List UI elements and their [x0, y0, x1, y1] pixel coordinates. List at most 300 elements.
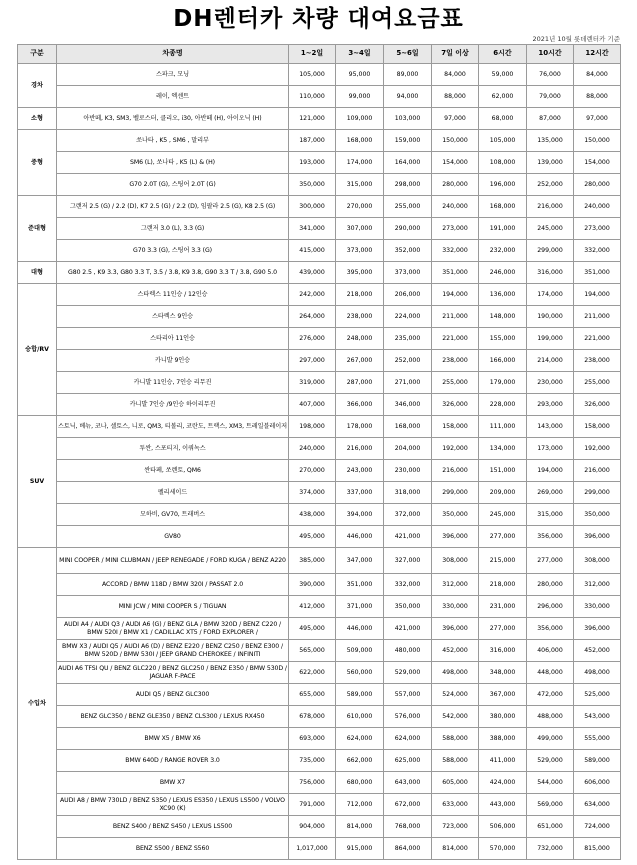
- model-cell: 모하비, GV70, 트래버스: [57, 504, 289, 526]
- price-cell: 103,000: [384, 108, 432, 130]
- price-cell: 315,000: [336, 174, 384, 196]
- price-cell: 174,000: [336, 152, 384, 174]
- price-cell: 105,000: [479, 130, 527, 152]
- model-cell: G70 3.3 (G), 스팅어 3.3 (G): [57, 240, 289, 262]
- price-cell: 395,000: [336, 262, 384, 284]
- price-cell: 472,000: [527, 684, 574, 706]
- price-cell: 814,000: [336, 816, 384, 838]
- price-cell: 524,000: [432, 684, 479, 706]
- price-cell: 192,000: [432, 438, 479, 460]
- model-cell: 스타렉스 9인승: [57, 306, 289, 328]
- price-cell: 634,000: [574, 794, 621, 816]
- price-cell: 299,000: [432, 482, 479, 504]
- price-cell: 625,000: [384, 750, 432, 772]
- category-cell: 준대형: [18, 196, 57, 262]
- price-cell: 252,000: [527, 174, 574, 196]
- model-cell: BMW X3 / AUDI Q5 / AUDI A6 (D) / BENZ E220 / BENZ C250 / BENZ E300 / BMW 520D / BMW 530I / JEEP GRAND CHEROKEE / INFINITI: [57, 640, 289, 662]
- price-cell: 791,000: [289, 794, 336, 816]
- price-cell: 199,000: [527, 328, 574, 350]
- price-cell: 452,000: [574, 640, 621, 662]
- price-cell: 380,000: [479, 706, 527, 728]
- model-cell: 아반떼, K3, SM3, 벨로스터, 클리오, i30, 아반떼 (H), 아이오닉 (H): [57, 108, 289, 130]
- price-cell: 196,000: [479, 174, 527, 196]
- price-cell: 135,000: [527, 130, 574, 152]
- price-cell: 242,000: [289, 284, 336, 306]
- price-cell: 352,000: [384, 240, 432, 262]
- price-cell: 109,000: [336, 108, 384, 130]
- table-row: [18, 108, 621, 130]
- table-row: [18, 306, 621, 328]
- price-cell: 406,000: [527, 640, 574, 662]
- price-cell: 150,000: [432, 130, 479, 152]
- price-cell: 194,000: [527, 460, 574, 482]
- model-cell: GV80: [57, 526, 289, 548]
- table-row: [18, 526, 621, 548]
- price-cell: 245,000: [479, 504, 527, 526]
- table-row: [18, 504, 621, 526]
- model-cell: MINI JCW / MINI COOPER S / TIGUAN: [57, 596, 289, 618]
- price-cell: 424,000: [479, 772, 527, 794]
- price-cell: 480,000: [384, 640, 432, 662]
- price-cell: 756,000: [289, 772, 336, 794]
- price-cell: 158,000: [574, 416, 621, 438]
- model-cell: 그랜저 3.0 (L), 3.3 (G): [57, 218, 289, 240]
- price-cell: 407,000: [289, 394, 336, 416]
- price-cell: 316,000: [479, 640, 527, 662]
- price-cell: 231,000: [479, 596, 527, 618]
- table-row: [18, 750, 621, 772]
- price-cell: 565,000: [289, 640, 336, 662]
- price-cell: 168,000: [336, 130, 384, 152]
- price-cell: 589,000: [574, 750, 621, 772]
- price-cell: 158,000: [432, 416, 479, 438]
- price-cell: 439,000: [289, 262, 336, 284]
- price-cell: 643,000: [384, 772, 432, 794]
- price-cell: 94,000: [384, 86, 432, 108]
- table-row: [18, 574, 621, 596]
- price-cell: 372,000: [384, 504, 432, 526]
- model-cell: 펠리세이드: [57, 482, 289, 504]
- price-cell: 555,000: [574, 728, 621, 750]
- model-cell: 싼타페, 쏘렌토, QM6: [57, 460, 289, 482]
- table-row: [18, 328, 621, 350]
- price-cell: 768,000: [384, 816, 432, 838]
- price-cell: 192,000: [574, 438, 621, 460]
- price-cell: 448,000: [527, 662, 574, 684]
- price-cell: 190,000: [527, 306, 574, 328]
- price-cell: 99,000: [336, 86, 384, 108]
- price-cell: 356,000: [527, 526, 574, 548]
- price-cell: 446,000: [336, 618, 384, 640]
- model-cell: 레이, 엑센트: [57, 86, 289, 108]
- price-cell: 216,000: [336, 438, 384, 460]
- model-cell: ACCORD / BMW 118D / BMW 320I / PASSAT 2.0: [57, 574, 289, 596]
- model-cell: MINI COOPER / MINI CLUBMAN / JEEP RENEGADE / FORD KUGA / BENZ A220: [57, 548, 289, 574]
- price-cell: 255,000: [432, 372, 479, 394]
- price-cell: 394,000: [336, 504, 384, 526]
- price-cell: 211,000: [574, 306, 621, 328]
- model-cell: BMW X7: [57, 772, 289, 794]
- price-cell: 678,000: [289, 706, 336, 728]
- price-cell: 269,000: [527, 482, 574, 504]
- price-cell: 89,000: [384, 64, 432, 86]
- price-cell: 443,000: [479, 794, 527, 816]
- model-cell: BENZ S500 / BENZ S560: [57, 838, 289, 860]
- model-cell: 카니발 11인승, 7인승 리무진: [57, 372, 289, 394]
- price-cell: 606,000: [574, 772, 621, 794]
- price-cell: 495,000: [289, 526, 336, 548]
- price-cell: 154,000: [574, 152, 621, 174]
- price-cell: 605,000: [432, 772, 479, 794]
- price-cell: 724,000: [574, 816, 621, 838]
- price-cell: 299,000: [574, 482, 621, 504]
- price-cell: 84,000: [432, 64, 479, 86]
- header-category: 구분: [18, 45, 57, 64]
- price-cell: 610,000: [336, 706, 384, 728]
- price-cell: 194,000: [574, 284, 621, 306]
- price-cell: 651,000: [527, 816, 574, 838]
- price-cell: 633,000: [432, 794, 479, 816]
- price-cell: 209,000: [479, 482, 527, 504]
- price-cell: 215,000: [479, 548, 527, 574]
- price-cell: 276,000: [289, 328, 336, 350]
- price-cell: 655,000: [289, 684, 336, 706]
- price-cell: 178,000: [336, 416, 384, 438]
- header-row: [18, 45, 621, 64]
- price-cell: 143,000: [527, 416, 574, 438]
- price-cell: 240,000: [432, 196, 479, 218]
- price-cell: 255,000: [384, 196, 432, 218]
- table-row: [18, 262, 621, 284]
- table-row: [18, 350, 621, 372]
- price-cell: 396,000: [432, 618, 479, 640]
- rate-basis-note: 2021년 10월 롯데렌터카 기준: [532, 35, 620, 43]
- price-cell: 95,000: [336, 64, 384, 86]
- table-row: [18, 482, 621, 504]
- price-cell: 87,000: [527, 108, 574, 130]
- price-cell: 198,000: [289, 416, 336, 438]
- price-cell: 588,000: [432, 750, 479, 772]
- price-cell: 121,000: [289, 108, 336, 130]
- price-cell: 351,000: [574, 262, 621, 284]
- price-cell: 243,000: [336, 460, 384, 482]
- price-cell: 412,000: [289, 596, 336, 618]
- price-cell: 308,000: [574, 548, 621, 574]
- price-cell: 542,000: [432, 706, 479, 728]
- price-cell: 105,000: [289, 64, 336, 86]
- price-cell: 350,000: [384, 596, 432, 618]
- model-cell: SM6 (L), 쏘나타 , K5 (L) & (H): [57, 152, 289, 174]
- price-cell: 723,000: [432, 816, 479, 838]
- price-cell: 560,000: [336, 662, 384, 684]
- price-cell: 332,000: [384, 574, 432, 596]
- price-cell: 299,000: [527, 240, 574, 262]
- price-cell: 97,000: [432, 108, 479, 130]
- price-cell: 509,000: [336, 640, 384, 662]
- price-cell: 108,000: [479, 152, 527, 174]
- price-cell: 529,000: [384, 662, 432, 684]
- price-cell: 330,000: [432, 596, 479, 618]
- price-cell: 624,000: [336, 728, 384, 750]
- price-cell: 216,000: [527, 196, 574, 218]
- price-cell: 332,000: [432, 240, 479, 262]
- header-7-days-plus: 7일 이상: [432, 45, 479, 64]
- price-cell: 622,000: [289, 662, 336, 684]
- price-cell: 672,000: [384, 794, 432, 816]
- price-cell: 111,000: [479, 416, 527, 438]
- model-cell: 스타리아 11인승: [57, 328, 289, 350]
- model-cell: 카니발 9인승: [57, 350, 289, 372]
- table-row: [18, 596, 621, 618]
- price-cell: 79,000: [527, 86, 574, 108]
- model-cell: BENZ S400 / BENZ S450 / LEXUS LS500: [57, 816, 289, 838]
- model-cell: BMW 640D / RANGE ROVER 3.0: [57, 750, 289, 772]
- price-cell: 151,000: [479, 460, 527, 482]
- price-cell: 337,000: [336, 482, 384, 504]
- price-cell: 240,000: [289, 438, 336, 460]
- model-cell: 스파크, 모닝: [57, 64, 289, 86]
- price-cell: 300,000: [289, 196, 336, 218]
- table-row: [18, 372, 621, 394]
- price-cell: 326,000: [574, 394, 621, 416]
- price-cell: 255,000: [574, 372, 621, 394]
- price-cell: 230,000: [527, 372, 574, 394]
- model-cell: AUDI Q5 / BENZ GLC300: [57, 684, 289, 706]
- price-cell: 318,000: [384, 482, 432, 504]
- price-cell: 815,000: [574, 838, 621, 860]
- price-cell: 214,000: [527, 350, 574, 372]
- price-cell: 315,000: [527, 504, 574, 526]
- price-cell: 264,000: [289, 306, 336, 328]
- price-cell: 348,000: [479, 662, 527, 684]
- price-cell: 287,000: [336, 372, 384, 394]
- price-cell: 319,000: [289, 372, 336, 394]
- price-cell: 346,000: [384, 394, 432, 416]
- price-cell: 316,000: [527, 262, 574, 284]
- price-cell: 544,000: [527, 772, 574, 794]
- price-cell: 136,000: [479, 284, 527, 306]
- price-cell: 191,000: [479, 218, 527, 240]
- price-cell: 187,000: [289, 130, 336, 152]
- price-cell: 570,000: [479, 838, 527, 860]
- price-cell: 97,000: [574, 108, 621, 130]
- price-cell: 411,000: [479, 750, 527, 772]
- table-row: [18, 706, 621, 728]
- price-cell: 62,000: [479, 86, 527, 108]
- price-cell: 421,000: [384, 618, 432, 640]
- category-cell: 소형: [18, 108, 57, 130]
- price-cell: 238,000: [336, 306, 384, 328]
- model-cell: 투싼, 스포티지, 이쿼녹스: [57, 438, 289, 460]
- price-cell: 230,000: [384, 460, 432, 482]
- price-cell: 271,000: [384, 372, 432, 394]
- model-cell: G70 2.0T (G), 스팅어 2.0T (G): [57, 174, 289, 196]
- price-cell: 159,000: [384, 130, 432, 152]
- price-cell: 238,000: [574, 350, 621, 372]
- price-cell: 168,000: [384, 416, 432, 438]
- price-cell: 290,000: [384, 218, 432, 240]
- price-cell: 312,000: [574, 574, 621, 596]
- price-cell: 814,000: [432, 838, 479, 860]
- header-5-6-days: 5~6일: [384, 45, 432, 64]
- price-cell: 280,000: [432, 174, 479, 196]
- price-cell: 216,000: [574, 460, 621, 482]
- price-cell: 150,000: [574, 130, 621, 152]
- table-row: [18, 728, 621, 750]
- price-cell: 506,000: [479, 816, 527, 838]
- price-cell: 367,000: [479, 684, 527, 706]
- table-row: [18, 772, 621, 794]
- price-cell: 525,000: [574, 684, 621, 706]
- table-row: [18, 240, 621, 262]
- price-cell: 312,000: [432, 574, 479, 596]
- price-cell: 245,000: [527, 218, 574, 240]
- price-cell: 173,000: [527, 438, 574, 460]
- table-row: [18, 284, 621, 306]
- price-cell: 396,000: [574, 618, 621, 640]
- model-cell: 그랜저 2.5 (G) / 2.2 (D), K7 2.5 (G) / 2.2 (D), 임팔라 2.5 (G), K8 2.5 (G): [57, 196, 289, 218]
- price-cell: 327,000: [384, 548, 432, 574]
- price-cell: 495,000: [289, 618, 336, 640]
- price-cell: 273,000: [432, 218, 479, 240]
- price-cell: 712,000: [336, 794, 384, 816]
- price-cell: 232,000: [479, 240, 527, 262]
- category-cell: SUV: [18, 416, 57, 548]
- price-cell: 351,000: [336, 574, 384, 596]
- category-cell: 중형: [18, 130, 57, 196]
- price-cell: 662,000: [336, 750, 384, 772]
- price-cell: 164,000: [384, 152, 432, 174]
- category-cell: 경차: [18, 64, 57, 108]
- price-cell: 415,000: [289, 240, 336, 262]
- model-cell: AUDI A4 / AUDI Q3 / AUDI A6 (G) / BENZ GLA / BMW 320D / BENZ C220 / BMW 520I / BMW X1 / CADILLAC XT5 / FORD EXPLORER /: [57, 618, 289, 640]
- price-cell: 498,000: [432, 662, 479, 684]
- price-cell: 193,000: [289, 152, 336, 174]
- price-cell: 557,000: [384, 684, 432, 706]
- price-cell: 218,000: [479, 574, 527, 596]
- header-12-hours: 12시간: [574, 45, 621, 64]
- price-cell: 228,000: [479, 394, 527, 416]
- price-cell: 280,000: [574, 174, 621, 196]
- price-cell: 218,000: [336, 284, 384, 306]
- price-cell: 543,000: [574, 706, 621, 728]
- price-cell: 915,000: [336, 838, 384, 860]
- price-cell: 330,000: [574, 596, 621, 618]
- model-cell: 스토닉, 베뉴, 코나, 셀토스, 니로, QM3, 티볼리, 코란도, 트랙스, XM3, 트레일블레이저: [57, 416, 289, 438]
- price-cell: 297,000: [289, 350, 336, 372]
- model-cell: G80 2.5 , K9 3.3, G80 3.3 T, 3.5 / 3.8, K9 3.8, G90 3.3 T / 3.8, G90 5.0: [57, 262, 289, 284]
- price-cell: 270,000: [289, 460, 336, 482]
- price-cell: 529,000: [527, 750, 574, 772]
- price-cell: 273,000: [574, 218, 621, 240]
- table-row: [18, 548, 621, 574]
- price-cell: 371,000: [336, 596, 384, 618]
- price-cell: 732,000: [527, 838, 574, 860]
- price-cell: 374,000: [289, 482, 336, 504]
- price-cell: 864,000: [384, 838, 432, 860]
- price-cell: 347,000: [336, 548, 384, 574]
- price-cell: 134,000: [479, 438, 527, 460]
- price-cell: 356,000: [527, 618, 574, 640]
- price-cell: 168,000: [479, 196, 527, 218]
- table-row: [18, 794, 621, 816]
- price-cell: 206,000: [384, 284, 432, 306]
- table-row: [18, 130, 621, 152]
- price-cell: 216,000: [432, 460, 479, 482]
- price-cell: 373,000: [336, 240, 384, 262]
- price-cell: 246,000: [479, 262, 527, 284]
- price-cell: 438,000: [289, 504, 336, 526]
- model-cell: BENZ GLC350 / BENZ GLE350 / BENZ CLS300 / LEXUS RX450: [57, 706, 289, 728]
- price-cell: 446,000: [336, 526, 384, 548]
- price-cell: 88,000: [574, 86, 621, 108]
- price-cell: 139,000: [527, 152, 574, 174]
- model-cell: 카니발 7인승 /9인승 하이리무진: [57, 394, 289, 416]
- price-cell: 59,000: [479, 64, 527, 86]
- header-3-4-days: 3~4일: [336, 45, 384, 64]
- price-cell: 277,000: [527, 548, 574, 574]
- table-row: [18, 64, 621, 86]
- table-row: [18, 460, 621, 482]
- price-cell: 211,000: [432, 306, 479, 328]
- price-cell: 350,000: [289, 174, 336, 196]
- price-cell: 569,000: [527, 794, 574, 816]
- price-cell: 267,000: [336, 350, 384, 372]
- price-cell: 589,000: [336, 684, 384, 706]
- price-cell: 174,000: [527, 284, 574, 306]
- price-cell: 179,000: [479, 372, 527, 394]
- price-cell: 341,000: [289, 218, 336, 240]
- price-cell: 308,000: [432, 548, 479, 574]
- price-cell: 390,000: [289, 574, 336, 596]
- table-row: [18, 438, 621, 460]
- table-row: [18, 152, 621, 174]
- price-cell: 332,000: [574, 240, 621, 262]
- price-cell: 388,000: [479, 728, 527, 750]
- price-cell: 224,000: [384, 306, 432, 328]
- price-cell: 238,000: [432, 350, 479, 372]
- price-cell: 373,000: [384, 262, 432, 284]
- category-cell: 대형: [18, 262, 57, 284]
- price-cell: 248,000: [336, 328, 384, 350]
- table-row: [18, 196, 621, 218]
- price-cell: 499,000: [527, 728, 574, 750]
- price-cell: 221,000: [432, 328, 479, 350]
- price-cell: 421,000: [384, 526, 432, 548]
- price-cell: 88,000: [432, 86, 479, 108]
- price-cell: 148,000: [479, 306, 527, 328]
- price-cell: 166,000: [479, 350, 527, 372]
- price-cell: 296,000: [527, 596, 574, 618]
- price-cell: 576,000: [384, 706, 432, 728]
- price-cell: 680,000: [336, 772, 384, 794]
- price-cell: 904,000: [289, 816, 336, 838]
- price-cell: 735,000: [289, 750, 336, 772]
- model-cell: AUDI A8 / BMW 730LD / BENZ S350 / LEXUS ES350 / LEXUS LS500 / VOLVO XC90 (K): [57, 794, 289, 816]
- table-row: [18, 394, 621, 416]
- price-cell: 293,000: [527, 394, 574, 416]
- table-row: [18, 416, 621, 438]
- price-cell: 280,000: [527, 574, 574, 596]
- price-cell: 488,000: [527, 706, 574, 728]
- category-cell: 수입차: [18, 548, 57, 860]
- table-row: [18, 662, 621, 684]
- table-row: [18, 174, 621, 196]
- price-cell: 277,000: [479, 526, 527, 548]
- price-cell: 366,000: [336, 394, 384, 416]
- header-1-2-days: 1~2일: [289, 45, 336, 64]
- model-cell: 스타렉스 11인승 / 12인승: [57, 284, 289, 306]
